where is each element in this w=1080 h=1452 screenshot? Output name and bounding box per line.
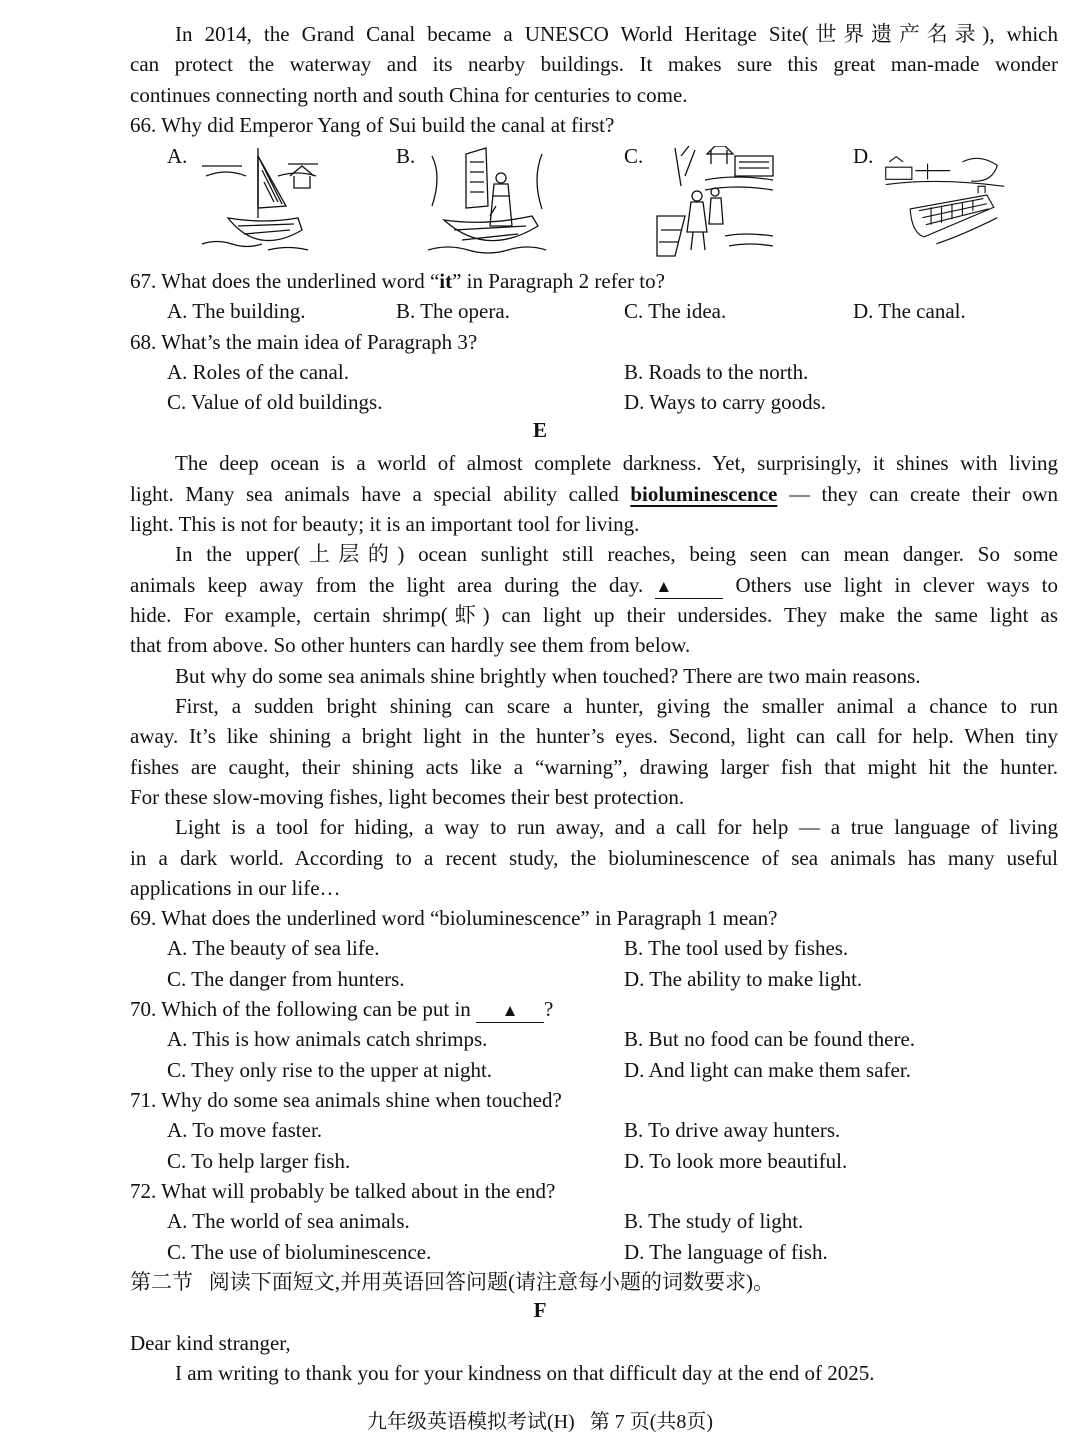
question-71-stem: 71. Why do some sea animals shine when touched? [130, 1088, 562, 1112]
q72-option-b: B. The study of light. [624, 1209, 804, 1233]
q68-option-c: C. Value of old buildings. [167, 390, 383, 414]
q66-option-d-label: D. [853, 144, 874, 168]
section-f-title: F [533, 1298, 547, 1322]
q71-option-c: C. To help larger fish. [167, 1149, 351, 1173]
q71-option-b: B. To drive away hunters. [624, 1118, 841, 1142]
passage-e-line: that from above. So other hunters can hardly see them from below. [130, 633, 691, 657]
q72-option-d: D. The language of fish. [624, 1240, 828, 1264]
passage-e-line: hide. For example, certain shrimp(虾) can light up their undersides. They make the same light as [130, 603, 1059, 627]
passage-e-line: animals keep away from the light area during the day. ▲ Others use light in clever ways to [130, 573, 1059, 597]
section-2-heading: 第二节 阅读下面短文,并用英语回答问题(请注意每小题的词数要求)。 [130, 1270, 774, 1294]
question-67-stem: 67. What does the underlined word “it” in Paragraph 2 refer to? [130, 269, 665, 293]
q67-option-a: A. The building. [167, 299, 306, 323]
q68-option-a: A. Roles of the canal. [167, 360, 349, 384]
q69-option-a: A. The beauty of sea life. [167, 936, 380, 960]
q69-option-d: D. The ability to make light. [624, 967, 863, 991]
q72-option-c: C. The use of bioluminescence. [167, 1240, 432, 1264]
q69-option-b: B. The tool used by fishes. [624, 936, 849, 960]
passage-e-line: In the upper(上层的) ocean sunlight still reaches, being seen can mean danger. So some [175, 542, 1059, 566]
cargo-ship-illustration [884, 146, 1006, 258]
people-on-canal-bank-illustration [655, 146, 777, 258]
passage-e-line: light. This is not for beauty; it is an important tool for living. [130, 512, 640, 536]
sailboat-illustration [198, 146, 320, 258]
passage-d-line: continues connecting north and south China for centuries to come. [130, 83, 688, 107]
letter-line: I am writing to thank you for your kindness on that difficult day at the end of 2025. [175, 1361, 875, 1385]
passage-e-line: away. It’s like shining a bright light in the hunter’s eyes. Second, light can call for help. When tiny [130, 724, 1058, 748]
q69-option-c: C. The danger from hunters. [167, 967, 405, 991]
page-footer: 九年级英语模拟考试(H) 第 7 页(共8页) [366, 1411, 714, 1433]
passage-e-line: For these slow-moving fishes, light becomes their best protection. [130, 785, 685, 809]
q70-option-d: D. And light can make them safer. [624, 1058, 911, 1082]
passage-e-line: First, a sudden bright shining can scare a hunter, giving the smaller animal a chance to run [175, 694, 1058, 718]
q67-option-d: D. The canal. [853, 299, 966, 323]
passage-e-line: But why do some sea animals shine brightly when touched? There are two main reasons. [175, 664, 921, 688]
letter-greeting: Dear kind stranger, [130, 1331, 291, 1355]
section-e-title: E [532, 418, 547, 442]
q71-option-a: A. To move faster. [167, 1118, 323, 1142]
passage-e-line: fishes are caught, their shining acts like a “warning”, drawing larger fish that might hit the hunter. [130, 755, 1058, 779]
passage-e-line: applications in our life… [130, 876, 341, 900]
passage-d-line: In 2014, the Grand Canal became a UNESCO World Heritage Site(世界遗产名录), which [175, 22, 1058, 46]
question-66-stem: 66. Why did Emperor Yang of Sui build the canal at first? [130, 113, 615, 137]
passage-e-line: Light is a tool for hiding, a way to run away, and a call for help — a true language of living [175, 815, 1058, 839]
q71-option-d: D. To look more beautiful. [624, 1149, 848, 1173]
q66-option-b-label: B. [396, 144, 416, 168]
answer-blank: ▲ [655, 576, 723, 599]
answer-blank: ▲ [476, 1000, 544, 1023]
passage-d-line: can protect the waterway and its nearby buildings. It makes sure this great man-made wonder [130, 52, 1058, 76]
q68-option-d: D. Ways to carry goods. [624, 390, 827, 414]
question-68-stem: 68. What’s the main idea of Paragraph 3? [130, 330, 478, 354]
question-72-stem: 72. What will probably be talked about in the end? [130, 1179, 556, 1203]
passage-e-line: in a dark world. According to a recent study, the bioluminescence of sea animals has many useful [130, 846, 1058, 870]
q67-option-b: B. The opera. [396, 299, 510, 323]
q70-option-b: B. But no food can be found there. [624, 1027, 916, 1051]
q70-option-a: A. This is how animals catch shrimps. [167, 1027, 488, 1051]
passage-e-line: The deep ocean is a world of almost complete darkness. Yet, surprisingly, it shines with living [175, 451, 1058, 475]
q70-option-c: C. They only rise to the upper at night. [167, 1058, 493, 1082]
question-69-stem: 69. What does the underlined word “bioluminescence” in Paragraph 1 mean? [130, 906, 778, 930]
q68-option-b: B. Roads to the north. [624, 360, 809, 384]
q72-option-a: A. The world of sea animals. [167, 1209, 410, 1233]
underlined-word-bioluminescence: bioluminescence [630, 482, 778, 506]
q67-option-c: C. The idea. [624, 299, 727, 323]
q66-option-a-label: A. [167, 144, 188, 168]
question-70-stem: 70. Which of the following can be put in ▲ ? [130, 997, 554, 1021]
boat-with-official-illustration [426, 146, 548, 258]
passage-e-line: light. Many sea animals have a special ability called bioluminescence — they can create their own [130, 482, 1058, 506]
q66-option-c-label: C. [624, 144, 644, 168]
